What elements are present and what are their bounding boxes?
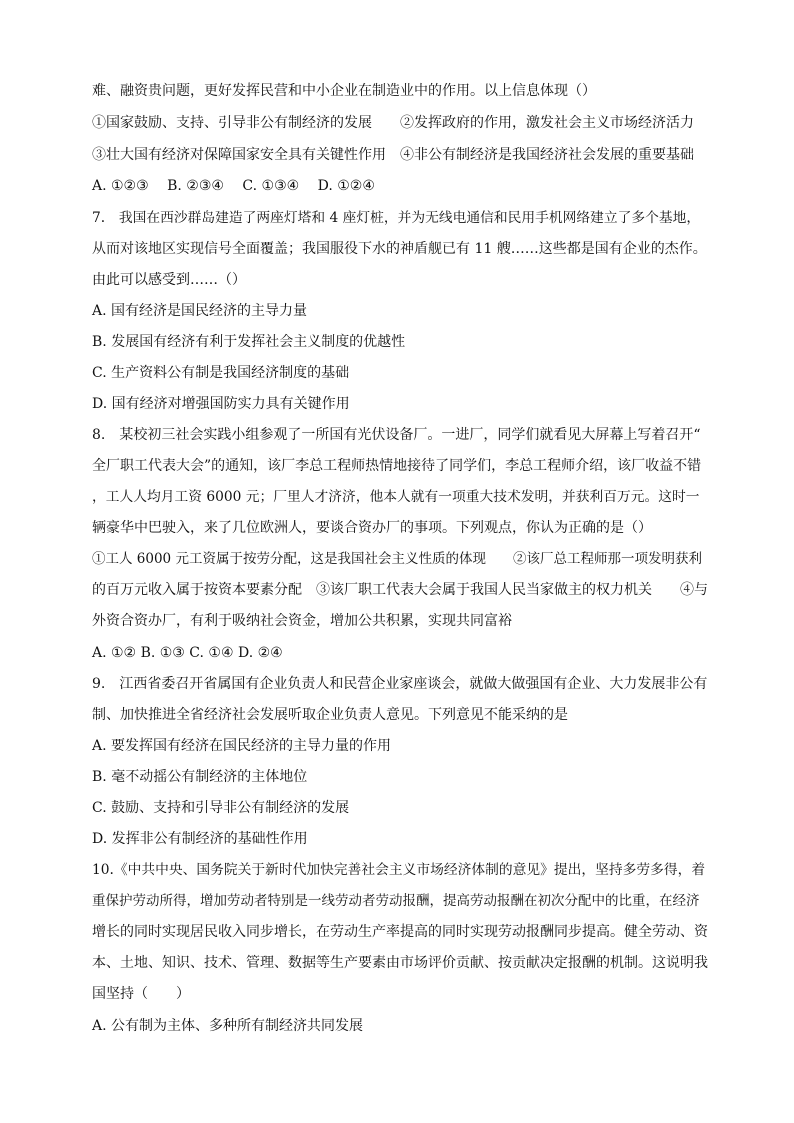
question-9: 9. 江西省委召开省属国有企业负责人和民营企业家座谈会，就做大做强国有企业、大力发展非公有 (92, 676, 708, 692)
text-line: ①工人 6000 元工资属于按劳分配，这是我国社会主义性质的体现 ②该厂总工程师那一项发明获利 (92, 551, 702, 567)
question-10: 10.《中共中央、国务院关于新时代加快完善社会主义市场经济体制的意见》提出，坚持多劳多得，着 (92, 862, 706, 878)
text-line: 外资合资办厂，有利于吸纳社会资金，增加公共积累，实现共同富裕 (92, 613, 512, 629)
question-7: 7. 我国在西沙群岛建造了两座灯塔和 4 座灯桩，并为无线电通信和民用手机网络建立了多个基地， (92, 210, 701, 226)
text-line: 制、加快推进全省经济社会发展听取企业负责人意见。下列意见不能采纳的是 (92, 707, 568, 723)
text-line: 辆豪华中巴驶入，来了几位欧洲人，要谈合资办厂的事项。下列观点，你认为正确的是（） (92, 520, 652, 536)
question-8: 8. 某校初三社会实践小组参观了一所国有光伏设备厂。一进厂，同学们就看见大屏幕上写着召开“ (92, 427, 701, 443)
text-line: 难、融资贵问题，更好发挥民营和中小企业在制造业中的作用。以上信息体现（） (92, 83, 596, 99)
option-b: B. 发展国有经济有利于发挥社会主义制度的优越性 (92, 334, 406, 350)
option-c: C. 鼓励、支持和引导非公有制经济的发展 (92, 800, 350, 816)
text-line: 全厂职工代表大会”的通知，该厂李总工程师热情地接待了同学们，李总工程师介绍，该厂收益不错 (92, 458, 702, 474)
answer-options: A. ①② B. ①③ C. ①④ D. ②④ (92, 645, 283, 661)
option-d: D. 发挥非公有制经济的基础性作用 (92, 831, 308, 847)
text-line: 增长的同时实现居民收入同步增长，在劳动生产率提高的同时实现劳动报酬同步提高。健全劳动、资 (92, 924, 708, 940)
text-line: 的百万元收入属于按资本要素分配 ③该厂职工代表大会属于我国人民当家做主的权力机关 ④与 (92, 582, 708, 598)
option-a: A. 要发挥国有经济在国民经济的主导力量的作用 (92, 738, 392, 754)
text-line: ，工人人均月工资 6000 元；厂里人才济济，他本人就有一项重大技术发明，并获利百万元。这时一 (92, 489, 700, 505)
option-b: B. 毫不动摇公有制经济的主体地位 (92, 769, 308, 785)
answer-options: A. ①②③ B. ②③④ C. ①③④ D. ①②④ (92, 178, 375, 194)
text-line: 重保护劳动所得，增加劳动者特别是一线劳动者劳动报酬，提高劳动报酬在初次分配中的比重，在经济 (92, 893, 700, 909)
text-line: 从而对该地区实现信号全面覆盖；我国服役下水的神盾舰已有 11 艘……这些都是国有企业的杰作。 (92, 241, 707, 257)
option-c: C. 生产资料公有制是我国经济制度的基础 (92, 365, 350, 381)
text-line: 由此可以感受到……（） (92, 272, 246, 288)
text-line: 国坚持（ ） (92, 986, 190, 1002)
option-a: A. 国有经济是国民经济的主导力量 (92, 303, 308, 319)
text-line: ③壮大国有经济对保障国家安全具有关键性作用 ④非公有制经济是我国经济社会发展的重要基础 (92, 147, 694, 163)
text-line: 本、土地、知识、技术、管理、数据等生产要素由市场评价贡献、按贡献决定报酬的机制。这说明我 (92, 955, 708, 971)
option-a: A. 公有制为主体、多种所有制经济共同发展 (92, 1018, 364, 1034)
option-d: D. 国有经济对增强国防实力具有关键作用 (92, 396, 350, 412)
text-line: ①国家鼓励、支持、引导非公有制经济的发展 ②发挥政府的作用，激发社会主义市场经济活力 (92, 115, 694, 131)
